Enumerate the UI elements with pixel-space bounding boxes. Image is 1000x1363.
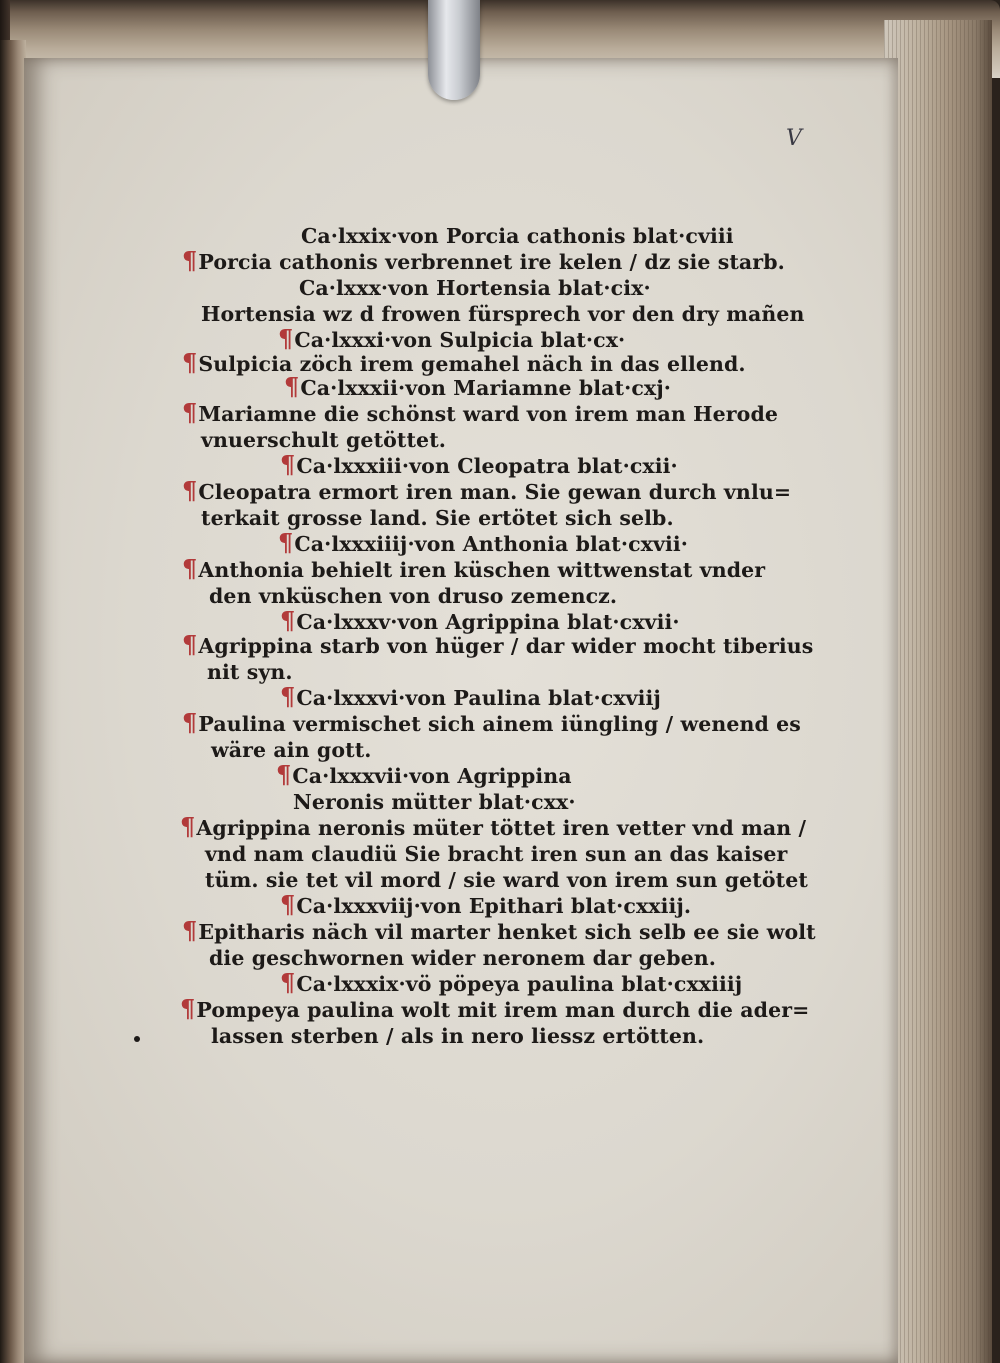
text-line xyxy=(200,504,674,531)
line-text: Ca·lxxix·von Porcia cathonis blat·cviii xyxy=(301,224,734,248)
text-line xyxy=(284,374,671,401)
text-line xyxy=(180,996,809,1023)
pilcrow-mark: ¶ xyxy=(280,606,296,635)
pilcrow-mark: ¶ xyxy=(180,994,196,1023)
text-line xyxy=(204,866,808,893)
text-line xyxy=(182,350,746,377)
text-line xyxy=(280,684,661,711)
text-line xyxy=(210,736,372,763)
pilcrow-mark: ¶ xyxy=(182,708,198,737)
pilcrow-mark: ¶ xyxy=(182,476,198,505)
text-line xyxy=(280,892,691,919)
text-line xyxy=(280,970,742,997)
text-line xyxy=(292,788,576,815)
folio-mark: V xyxy=(786,126,802,151)
previous-page-edge xyxy=(0,40,26,1363)
line-text: nit syn. xyxy=(207,660,293,684)
pilcrow-mark: ¶ xyxy=(278,324,294,353)
text-line xyxy=(182,710,801,737)
line-text: Ca·lxxxvi·von Paulina blat·cxviij xyxy=(296,686,661,710)
line-text: Ca·lxxx·von Hortensia blat·cix· xyxy=(299,276,651,300)
text-line xyxy=(180,814,806,841)
text-line xyxy=(280,608,680,635)
line-text: die geschwornen wider neronem dar geben. xyxy=(209,946,717,970)
line-text: Neronis mütter blat·cxx· xyxy=(293,790,576,814)
ink-speck xyxy=(134,1036,140,1042)
pilcrow-mark: ¶ xyxy=(280,682,296,711)
text-line xyxy=(182,478,791,505)
pilcrow-mark: ¶ xyxy=(280,968,296,997)
text-line xyxy=(298,274,651,301)
text-line xyxy=(276,762,572,789)
line-text: Ca·lxxxiiij·von Anthonia blat·cxvii· xyxy=(294,532,689,556)
text-line xyxy=(182,248,785,275)
line-text: Agrippina starb von hüger / dar wider mocht tiberius xyxy=(198,634,814,658)
text-line xyxy=(182,556,765,583)
line-text: Agrippina neronis müter töttet iren vetter vnd man / xyxy=(196,816,807,840)
line-text: Epitharis näch vil marter henket sich selb ee sie wolt xyxy=(198,920,816,944)
line-text: tüm. sie tet vil mord / sie ward von irem sun getötet xyxy=(205,868,808,892)
line-text: Ca·lxxxvii·von Agrippina xyxy=(292,764,572,788)
line-text: Porcia cathonis verbrennet ire kelen / dz sie starb. xyxy=(198,250,785,274)
line-text: vnuerschult getöttet. xyxy=(201,428,446,452)
pilcrow-mark: ¶ xyxy=(182,630,198,659)
line-text: Paulina vermischet sich ainem iüngling / wenend es xyxy=(198,712,801,736)
line-text: Ca·lxxxv·von Agrippina blat·cxvii· xyxy=(296,610,680,634)
line-text: Ca·lxxxii·von Mariamne blat·cxj· xyxy=(300,376,671,400)
pilcrow-mark: ¶ xyxy=(280,450,296,479)
text-line xyxy=(208,582,617,609)
line-text: wäre ain gott. xyxy=(211,738,372,762)
text-line xyxy=(210,1022,704,1049)
text-line xyxy=(278,530,688,557)
text-line xyxy=(278,326,625,353)
text-block xyxy=(180,218,816,1058)
text-line xyxy=(206,658,293,685)
pilcrow-mark: ¶ xyxy=(276,760,292,789)
line-text: den vnküschen von druso zemencz. xyxy=(209,584,618,608)
line-text: Pompeya paulina wolt mit irem man durch die ader= xyxy=(196,998,810,1022)
pilcrow-mark: ¶ xyxy=(182,554,198,583)
text-line xyxy=(182,400,778,427)
line-text: Cleopatra ermort iren man. Sie gewan durch vnlu= xyxy=(198,480,792,504)
page-clip xyxy=(428,0,480,100)
text-line xyxy=(182,632,813,659)
text-line xyxy=(200,426,446,453)
line-text: Hortensia wz d frowen fürsprech vor den dry mañen xyxy=(201,302,805,326)
pilcrow-mark: ¶ xyxy=(182,398,198,427)
text-line xyxy=(300,222,734,249)
line-text: lassen sterben / als in nero liessz ertötten. xyxy=(211,1024,705,1048)
pilcrow-mark: ¶ xyxy=(280,890,296,919)
line-text: vnd nam claudiü Sie bracht iren sun an das kaiser xyxy=(205,842,788,866)
text-line xyxy=(200,300,805,327)
page-stack-fore-edge xyxy=(884,20,992,1363)
text-line xyxy=(280,452,678,479)
pilcrow-mark: ¶ xyxy=(182,246,198,275)
pilcrow-mark: ¶ xyxy=(284,372,300,401)
pilcrow-mark: ¶ xyxy=(180,812,196,841)
pilcrow-mark: ¶ xyxy=(278,528,294,557)
line-text: Ca·lxxxix·vö pöpeya paulina blat·cxxiiij xyxy=(296,972,743,996)
pilcrow-mark: ¶ xyxy=(182,348,198,377)
line-text: Sulpicia zöch irem gemahel näch in das ellend. xyxy=(198,352,746,376)
text-line xyxy=(208,944,716,971)
text-line xyxy=(204,840,787,867)
line-text: Mariamne die schönst ward von irem man Herode xyxy=(198,402,779,426)
line-text: Anthonia behielt iren küschen wittwenstat vnder xyxy=(198,558,766,582)
line-text: Ca·lxxxi·von Sulpicia blat·cx· xyxy=(294,328,626,352)
pilcrow-mark: ¶ xyxy=(182,916,198,945)
line-text: terkait grosse land. Sie ertötet sich selb. xyxy=(201,506,674,530)
line-text: Ca·lxxxiii·von Cleopatra blat·cxii· xyxy=(296,454,678,478)
line-text: Ca·lxxxviij·von Epithari blat·cxxiij. xyxy=(296,894,692,918)
text-line xyxy=(182,918,816,945)
